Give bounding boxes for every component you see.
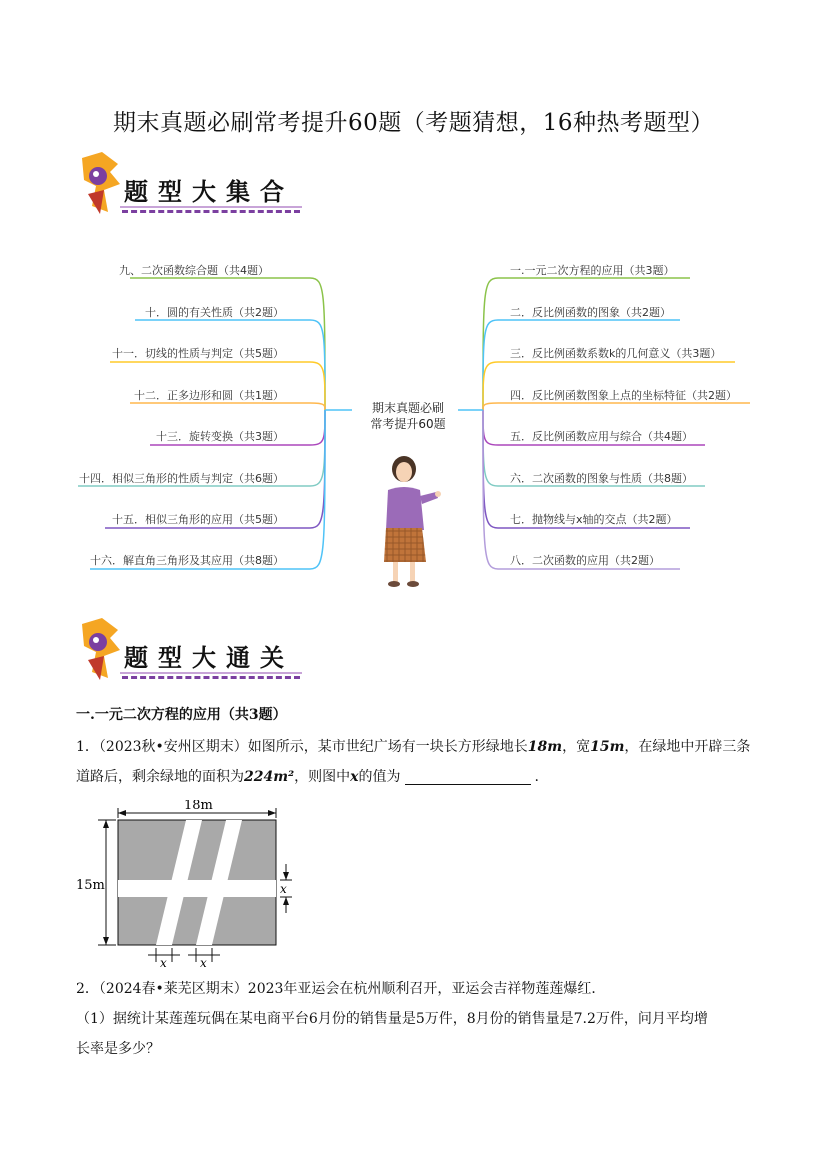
page-title: 期末真题必刷常考提升60题（考题猜想，16种热考题型） — [112, 110, 715, 136]
mindmap-topic-7: 七．抛物线与x轴的交点（共2题） — [510, 513, 678, 526]
mascot-icon — [74, 616, 124, 686]
figure-label-side: 15m — [76, 878, 105, 893]
mindmap-topic-9: 九、二次函数综合题（共4题） — [119, 264, 269, 277]
question-2 — [76, 974, 756, 1064]
mindmap-topic-13: 十三．旋转变换（共3题） — [156, 430, 284, 443]
mindmap-center — [358, 400, 458, 432]
mindmap-topic-12: 十二．正多边形和圆（共1题） — [134, 389, 284, 402]
section-banner-overview — [74, 150, 314, 220]
mindmap-topic-14: 十四．相似三角形的性质与判定（共6题） — [79, 472, 284, 485]
mindmap-topic-8: 八．二次函数的应用（共2题） — [510, 554, 660, 567]
question-1 — [76, 732, 756, 792]
mindmap-topic-10: 十．圆的有关性质（共2题） — [145, 306, 284, 319]
banner-title: 题型大集合 — [124, 177, 294, 206]
mindmap-topic-5: 五．反比例函数应用与综合（共4题） — [510, 430, 693, 443]
mindmap-topic-3: 三．反比例函数系数k的几何意义（共3题） — [510, 347, 722, 360]
mascot-icon — [74, 150, 124, 220]
question-2-line3: 长率是多少？ — [76, 1041, 160, 1057]
banner-title: 题型大通关 — [124, 643, 294, 672]
teacher-illustration — [384, 456, 441, 587]
figure-label-x-right: x — [280, 882, 287, 896]
question-1-line2: 道路后，剩余绿地的面积为224m²，则图中x的值为 . — [76, 769, 539, 785]
banner-dash — [122, 210, 300, 213]
question-2-line2: （1）据统计某莲莲玩偶在某电商平台6月份的销售量是5万件，8月份的销售量是7.2万件，问月平均增 — [76, 1011, 708, 1027]
mindmap-center-line2: 常考提升60题 — [370, 417, 446, 431]
banner-dash — [122, 676, 300, 679]
mindmap-topic-6: 六．二次函数的图象与性质（共8题） — [510, 472, 693, 485]
mindmap-topic-1: 一.一元二次方程的应用（共3题） — [510, 264, 675, 277]
section-banner-practice — [74, 616, 314, 686]
mindmap-topic-16: 十六．解直角三角形及其应用（共8题） — [90, 554, 284, 567]
question-1-line1: 1．（2023秋•安州区期末）如图所示，某市世纪广场有一块长方形绿地长18m，宽15m，在绿地中开辟三条 — [76, 739, 751, 755]
answer-blank[interactable] — [405, 770, 531, 785]
mindmap-topic-11: 十一．切线的性质与判定（共5题） — [112, 347, 284, 360]
question-2-line1: 2．（2024春•莱芜区期末）2023年亚运会在杭州顺利召开，亚运会吉祥物莲莲爆红． — [76, 981, 606, 997]
field-diagram — [76, 800, 306, 970]
figure-label-top: 18m — [184, 800, 213, 813]
mindmap-center-line1: 期末真题必刷 — [371, 401, 444, 415]
mindmap-topic-2: 二．反比例函数的图象（共2题） — [510, 306, 671, 319]
figure-label-x-bottom1: x — [160, 956, 167, 970]
figure-label-x-bottom2: x — [200, 956, 207, 970]
mindmap-topic-15: 十五．相似三角形的应用（共5题） — [112, 513, 284, 526]
section-heading: 一.一元二次方程的应用（共3题） — [76, 707, 287, 723]
mindmap-topic-4: 四．反比例函数图象上点的坐标特征（共2题） — [510, 389, 737, 402]
